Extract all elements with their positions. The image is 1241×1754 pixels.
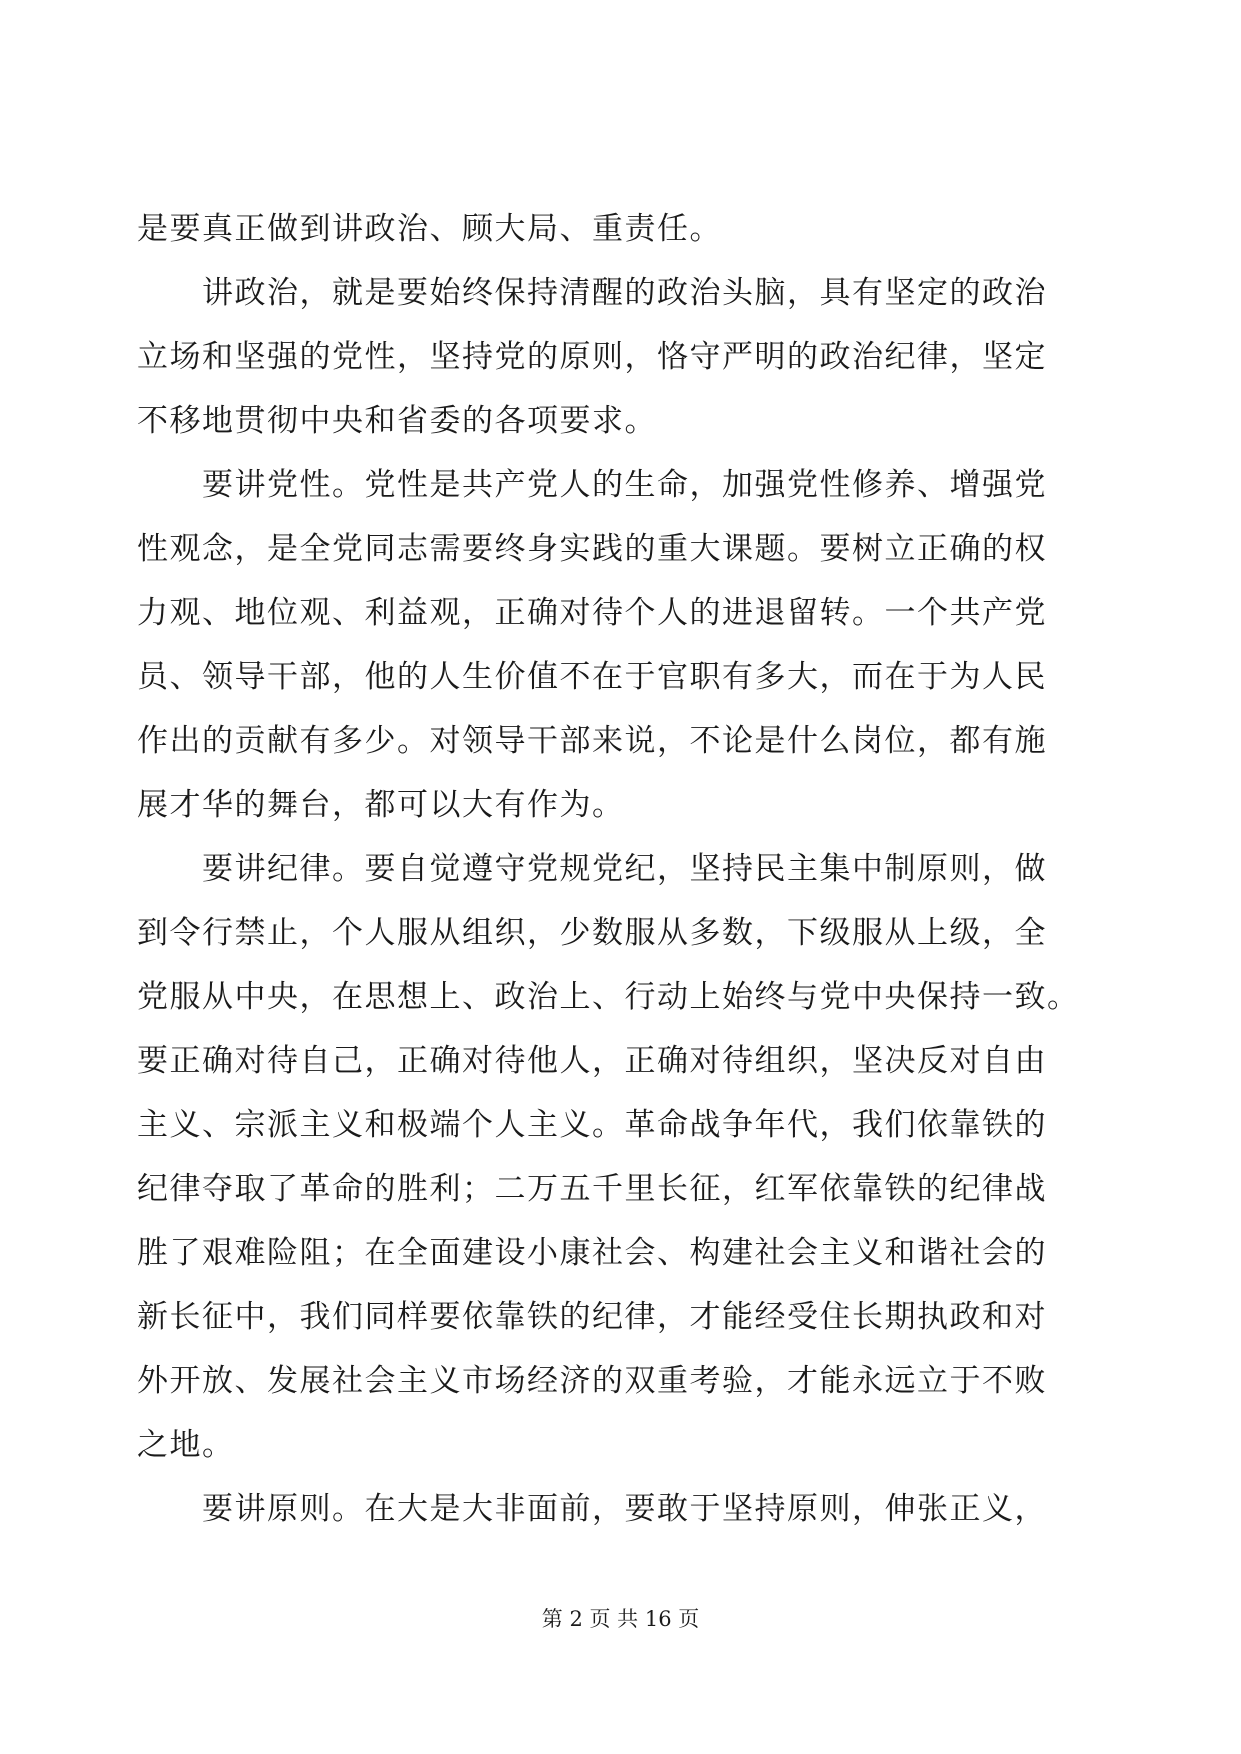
text-line: 立场和坚强的党性，坚持党的原则，恪守严明的政治纪律，坚定: [137, 339, 1047, 375]
text-line: 讲政治，就是要始终保持清醒的政治头脑，具有坚定的政治: [137, 275, 1047, 311]
text-line: 主义、宗派主义和极端个人主义。革命战争年代，我们依靠铁的: [137, 1107, 1047, 1143]
text-line: 力观、地位观、利益观，正确对待个人的进退留转。一个共产党: [137, 595, 1047, 631]
text-line: 要讲党性。党性是共产党人的生命，加强党性修养、增强党: [137, 467, 1047, 503]
text-line: 作出的贡献有多少。对领导干部来说，不论是什么岗位，都有施: [137, 723, 1047, 759]
text-line: 党服从中央，在思想上、政治上、行动上始终与党中央保持一致。: [137, 979, 1080, 1015]
page-number-footer: 第 2 页 共 16 页: [541, 1607, 700, 1631]
text-line: 要讲纪律。要自觉遵守党规党纪，坚持民主集中制原则，做: [137, 851, 1047, 887]
text-line: 之地。: [137, 1427, 235, 1463]
text-line: 要正确对待自己，正确对待他人，正确对待组织，坚决反对自由: [137, 1043, 1047, 1079]
body-text: [137, 197, 1097, 1541]
text-line: 到令行禁止，个人服从组织，少数服从多数，下级服从上级，全: [137, 915, 1047, 951]
text-line: 展才华的舞台，都可以大有作为。: [137, 787, 625, 823]
text-line: 外开放、发展社会主义市场经济的双重考验，才能永远立于不败: [137, 1363, 1047, 1399]
text-line: 员、领导干部，他的人生价值不在于官职有多大，而在于为人民: [137, 659, 1047, 695]
text-line: 纪律夺取了革命的胜利；二万五千里长征，红军依靠铁的纪律战: [137, 1171, 1047, 1207]
text-line: 是要真正做到讲政治、顾大局、重责任。: [137, 211, 722, 247]
text-line: 胜了艰难险阻；在全面建设小康社会、构建社会主义和谐社会的: [137, 1235, 1047, 1271]
text-line: 性观念，是全党同志需要终身实践的重大课题。要树立正确的权: [137, 531, 1047, 567]
text-line: 要讲原则。在大是大非面前，要敢于坚持原则，伸张正义，: [137, 1491, 1047, 1527]
text-line: 新长征中，我们同样要依靠铁的纪律，才能经受住长期执政和对: [137, 1299, 1047, 1335]
text-line: 不移地贯彻中央和省委的各项要求。: [137, 403, 657, 439]
